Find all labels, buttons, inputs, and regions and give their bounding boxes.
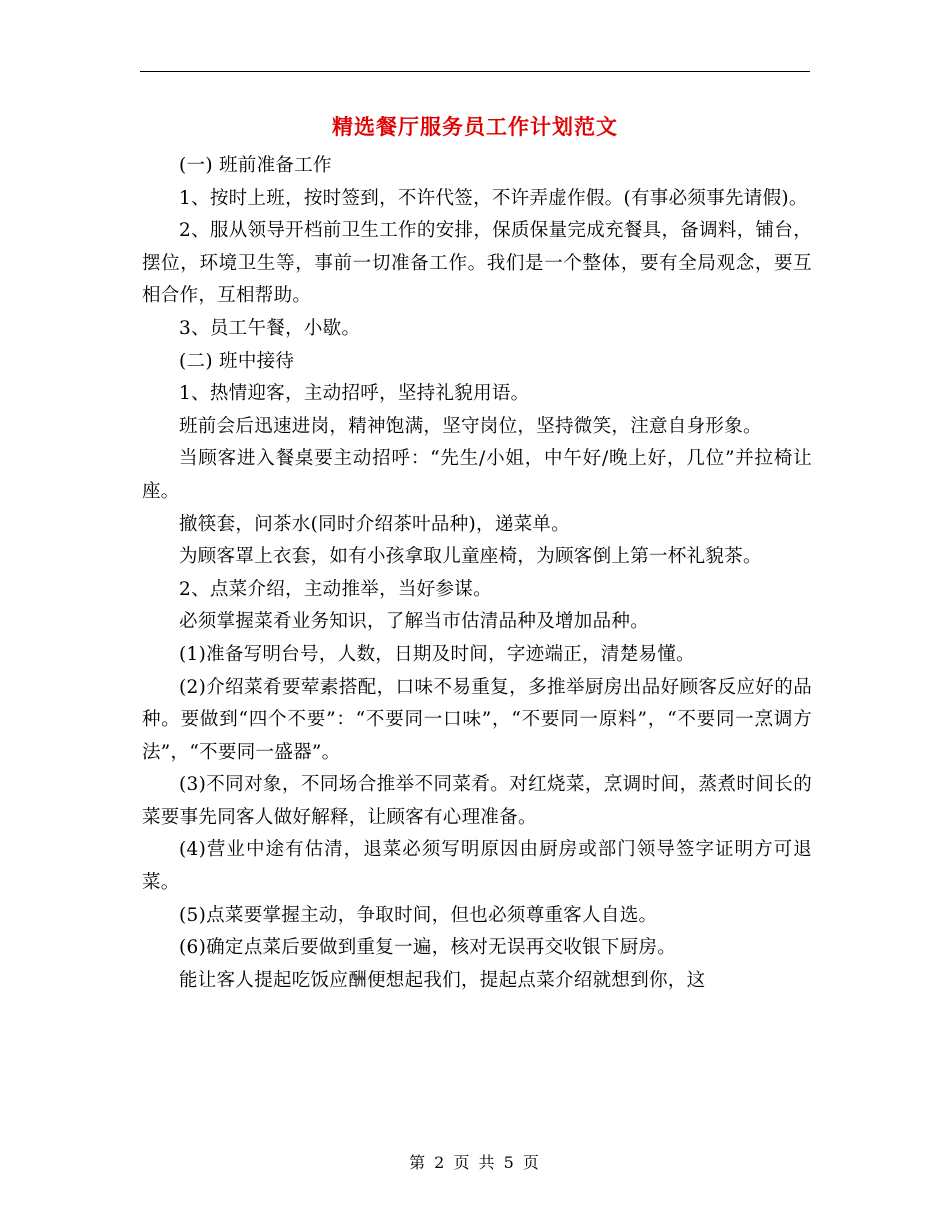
paragraph: 3、员工午餐，小歇。	[179, 317, 361, 339]
page-footer: 第 2 页 共 5 页	[409, 1153, 541, 1172]
paragraph: 2、服从领导开档前卫生工作的安排，保质保量完成充餐具，备调料，铺台，摆位，环境卫生等，事前一切准备工作。我们是一个整体，要有全局观念，要互相合作，互相帮助。	[142, 220, 812, 307]
paragraph: 1、按时上班，按时签到，不许代签，不许弄虚作假。(有事必须事先请假)。	[179, 187, 808, 209]
paragraph: (1)准备写明台号，人数，日期及时间，字迹端正，清楚易懂。	[179, 643, 695, 665]
paragraph: (二) 班中接待	[179, 350, 295, 372]
paragraph: (6)确定点菜后要做到重复一遍，核对无误再交收银下厨房。	[179, 937, 677, 959]
header-rule	[140, 71, 810, 72]
paragraph: 撤筷套，问茶水(同时介绍茶叶品种)，递菜单。	[179, 513, 571, 535]
paragraph: (4)营业中途有估清，退菜必须写明原因由厨房或部门领导签字证明方可退菜。	[142, 839, 812, 894]
paragraph: (一) 班前准备工作	[179, 155, 332, 176]
paragraph: (2)介绍菜肴要荤素搭配，口味不易重复，多推举厨房出品好顾客反应好的品种。要做到“四个不要”：“不要同一口味”，“不要同一原料”，“不要同一烹调方法”，“不要同一盛器”。	[142, 676, 812, 763]
paragraph: (5)点菜要掌握主动，争取时间，但也必须尊重客人自选。	[179, 904, 658, 926]
paragraph: 1、热情迎客，主动招呼，坚持礼貌用语。	[179, 383, 530, 405]
paragraph: 班前会后迅速进岗，精神饱满，坚守岗位，坚持微笑，注意自身形象。	[179, 415, 762, 437]
paragraph: 能让客人提起吃饭应酬便想起我们，提起点菜介绍就想到你，这	[179, 969, 706, 991]
paragraph: 必须掌握菜肴业务知识，了解当市估清品种及增加品种。	[179, 611, 650, 633]
paragraph: 为顾客罩上衣套，如有小孩拿取儿童座椅，为顾客倒上第一杯礼貌茶。	[179, 546, 762, 568]
paragraph: (3)不同对象，不同场合推举不同菜肴。对红烧菜，烹调时间，蒸煮时间长的菜要事先同客人做好解释，让顾客有心理准备。	[142, 774, 812, 828]
document-title: 精选餐厅服务员工作计划范文	[332, 114, 618, 139]
paragraph: 2、点菜介绍，主动推举，当好参谋。	[179, 578, 492, 600]
paragraph: 当顾客进入餐桌要主动招呼：“先生/小姐，中午好/晚上好，几位”并拉椅让座。	[142, 448, 812, 502]
document-body	[142, 150, 812, 997]
